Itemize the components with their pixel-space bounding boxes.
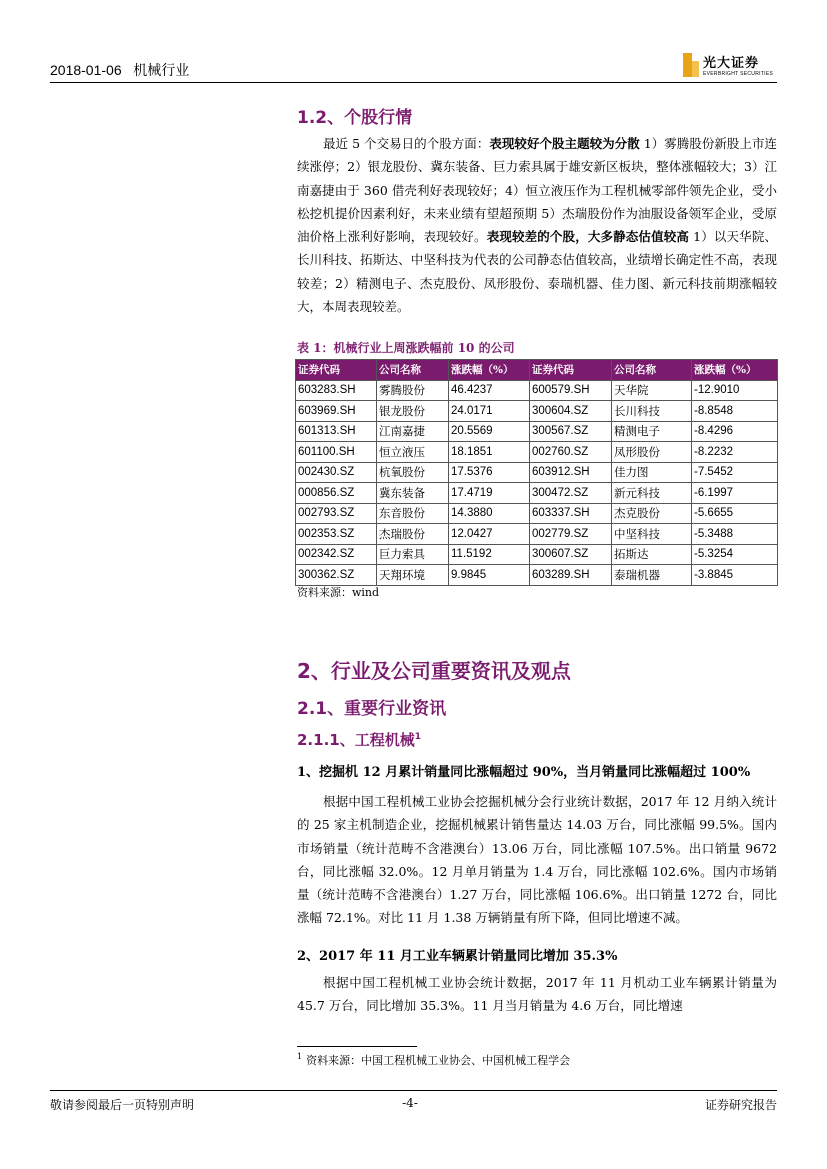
table-cell: 雾腾股份: [377, 380, 449, 401]
footnote-divider: [297, 1046, 417, 1047]
table-cell: 杰瑞股份: [377, 524, 449, 545]
intro-text: 最近 5 个交易日的个股方面：: [323, 136, 490, 151]
table-cell: 000856.SZ: [296, 483, 377, 504]
table-cell: 12.0427: [449, 524, 530, 545]
news-item-2-text: 根据中国工程机械工业协会统计数据，2017 年 11 月机动工业车辆累计销量为 45.7 万台，同比增加 35.3%。11 月当月销量为 4.6 万台，同比增速: [297, 975, 777, 1014]
table-cell: -5.6655: [692, 503, 778, 524]
table-cell: 18.1851: [449, 442, 530, 463]
table-cell: 泰瑞机器: [612, 565, 692, 586]
table-cell: 300567.SZ: [530, 421, 612, 442]
header-divider: [50, 82, 777, 83]
table-cell: -5.3488: [692, 524, 778, 545]
table-cell: 002793.SZ: [296, 503, 377, 524]
header-cell: 证券代码: [530, 360, 612, 381]
table-cell: 巨力索具: [377, 544, 449, 565]
header-date: 2018-01-06: [50, 62, 122, 78]
table-cell: 长川科技: [612, 401, 692, 422]
table-cell: -6.1997: [692, 483, 778, 504]
table-cell: 杭氧股份: [377, 462, 449, 483]
table-cell: 002430.SZ: [296, 462, 377, 483]
table-row: [296, 401, 778, 422]
table-cell: 603912.SH: [530, 462, 612, 483]
header-cell: 涨跌幅（%）: [692, 360, 778, 381]
header-cell: 公司名称: [377, 360, 449, 381]
table-cell: 精测电子: [612, 421, 692, 442]
table-row: [296, 380, 778, 401]
table-cell: 603969.SH: [296, 401, 377, 422]
subsub-title-text: 2.1.1、工程机械: [297, 731, 415, 749]
table-cell: 601313.SH: [296, 421, 377, 442]
section-title-1-2: 1.2、个股行情: [297, 108, 413, 128]
table-cell: 天翔环境: [377, 565, 449, 586]
logo-icon: [683, 53, 699, 77]
table-cell: 300604.SZ: [530, 401, 612, 422]
section-1-2-paragraph: [297, 132, 777, 318]
table-cell: -8.8548: [692, 401, 778, 422]
table-row: [296, 421, 778, 442]
news-item-2-title: 2、2017 年 11 月工业车辆累计销量同比增加 35.3%: [297, 949, 618, 964]
table-cell: -5.3254: [692, 544, 778, 565]
table-caption: 表 1：机械行业上周涨跌幅前 10 的公司: [297, 341, 515, 355]
table-row: [296, 442, 778, 463]
logo-english-name: EVERBRIGHT SECURITIES: [703, 71, 774, 77]
table-row: [296, 503, 778, 524]
footer-report-type: 证券研究报告: [704, 1098, 777, 1112]
table-cell: 江南嘉捷: [377, 421, 449, 442]
section-title-2-1: 2.1、重要行业资讯: [297, 699, 447, 719]
table-cell: 东音股份: [377, 503, 449, 524]
table-row: [296, 544, 778, 565]
table-cell: 300472.SZ: [530, 483, 612, 504]
news-item-1-text: 根据中国工程机械工业协会挖掘机械分会行业统计数据，2017 年 12 月纳入统计的 25 家主机制造企业，挖掘机械累计销售量达 14.03 万台，同比涨幅 99.5%。国内市场销量（统计范畴不含港澳台）13.06 万台，同比涨幅 107.5%。出口销量 9672 台，同比涨幅 32.0%。12 月单月销量为 1.4 万台，同比涨幅 102.6%。国内市场销量（统计范畴不含港澳台）1.27 万台，同比涨幅 106.6%。出口销量 1272 台，同比涨幅 72.1%。对比 11 月 1.38 万辆销量有所下降，但同比增速不减。: [297, 794, 777, 926]
table-cell: 拓斯达: [612, 544, 692, 565]
table-cell: 002342.SZ: [296, 544, 377, 565]
table-row: [296, 565, 778, 586]
table-header-row: [296, 360, 778, 381]
section-title-2-1-1: [297, 729, 421, 750]
header-cell: 涨跌幅（%）: [449, 360, 530, 381]
table-cell: 603337.SH: [530, 503, 612, 524]
poor-stocks-text: 1）以天华院、长川科技、拓斯达、中坚科技为代表的公司静态估值较高，业绩增长确定性不高，表现较差；2）精测电子、杰克股份、凤形股份、泰瑞机器、佳力图、新元科技前期涨幅较大，本周表现较差。: [297, 229, 777, 315]
footnote-text: 资料来源：中国工程机械工业协会、中国机械工程学会: [306, 1054, 571, 1067]
news-item-1-title: 1、挖掘机 12 月累计销量同比涨幅超过 90%，当月销量同比涨幅超过 100%: [297, 765, 751, 780]
section-title-2: 2、行业及公司重要资讯及观点: [297, 659, 571, 683]
stock-change-table: [295, 359, 778, 586]
table-cell: 新元科技: [612, 483, 692, 504]
table-row: [296, 524, 778, 545]
table-cell: 冀东装备: [377, 483, 449, 504]
header-cell: 证券代码: [296, 360, 377, 381]
table-cell: 17.4719: [449, 483, 530, 504]
table-row: [296, 483, 778, 504]
table-cell: 20.5569: [449, 421, 530, 442]
table-cell: 601100.SH: [296, 442, 377, 463]
table-cell: 银龙股份: [377, 401, 449, 422]
table-cell: 14.3880: [449, 503, 530, 524]
footnote: [297, 1052, 570, 1068]
table-cell: 46.4237: [449, 380, 530, 401]
footer-disclaimer: 敬请参阅最后一页特别声明: [50, 1098, 195, 1112]
table-cell: 佳力图: [612, 462, 692, 483]
table-row: [296, 462, 778, 483]
footnote-ref[interactable]: 1: [414, 732, 421, 742]
table-cell: -8.4296: [692, 421, 778, 442]
brand-logo: [683, 52, 773, 77]
table-cell: 300362.SZ: [296, 565, 377, 586]
table-cell: 002353.SZ: [296, 524, 377, 545]
footer-divider: [50, 1090, 777, 1091]
table-cell: 恒立液压: [377, 442, 449, 463]
table-cell: 9.9845: [449, 565, 530, 586]
header-industry: 机械行业: [133, 63, 190, 79]
table-cell: 杰克股份: [612, 503, 692, 524]
table-cell: 11.5192: [449, 544, 530, 565]
table-cell: 603283.SH: [296, 380, 377, 401]
table-cell: -8.2232: [692, 442, 778, 463]
table-source: 资料来源：wind: [297, 586, 380, 599]
table-cell: 002760.SZ: [530, 442, 612, 463]
table-cell: 17.5376: [449, 462, 530, 483]
table-cell: -7.5452: [692, 462, 778, 483]
table-cell: 天华院: [612, 380, 692, 401]
bold-lead-good: 表现较好个股主题较为分散: [489, 136, 640, 151]
table-cell: 600579.SH: [530, 380, 612, 401]
table-cell: -12.9010: [692, 380, 778, 401]
table-cell: 24.0171: [449, 401, 530, 422]
footnote-number: 1: [297, 1052, 303, 1062]
table-cell: 300607.SZ: [530, 544, 612, 565]
table-cell: 凤形股份: [612, 442, 692, 463]
table-cell: 603289.SH: [530, 565, 612, 586]
header-cell: 公司名称: [612, 360, 692, 381]
table-cell: 002779.SZ: [530, 524, 612, 545]
page-number: -4-: [402, 1096, 418, 1110]
logo-chinese-name: 光大证券: [703, 56, 760, 71]
bold-lead-poor: 表现较差的个股，大多静态估值较高: [486, 229, 690, 245]
table-cell: 中坚科技: [612, 524, 692, 545]
good-stocks-text: 1）雾腾股份新股上市连续涨停；2）银龙股份、冀东装备、巨力索具属于雄安新区板块，整体涨幅较大；3）江南嘉捷由于 360 借壳利好表现较好；4）恒立液压作为工程机械零部件领先企业，受小松挖机提价因素利好，未来业绩有望超预期 5）杰瑞股份作为油服设备领军企业，受原油价格上涨利好影响，表现较好。: [297, 136, 777, 245]
header-date-industry: [50, 60, 189, 80]
table-cell: -3.8845: [692, 565, 778, 586]
